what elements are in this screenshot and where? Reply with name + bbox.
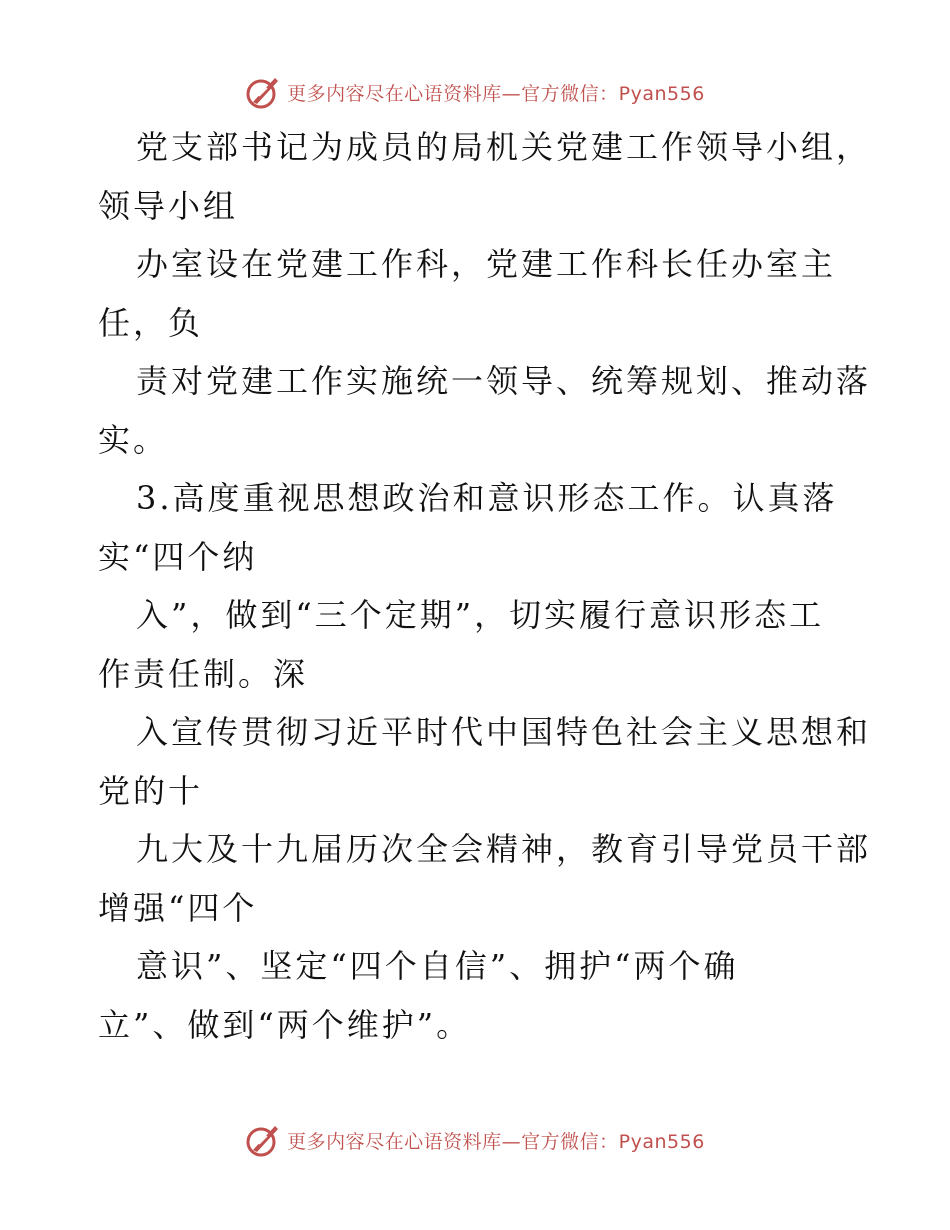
watermark-dash: — [501, 82, 522, 105]
watermark-wechat-text: 官方微信：Pyan556 [521, 1130, 705, 1153]
watermark-text [287, 1127, 705, 1154]
document-body [98, 118, 872, 1054]
header-watermark [0, 72, 950, 112]
body-line: 九大及十九届历次全会精神，教育引导党员干部 [136, 830, 872, 868]
body-line: 任，负 [98, 303, 204, 342]
body-line: 党的十 [98, 771, 204, 810]
watermark-text [287, 79, 705, 106]
body-line: 实。 [98, 420, 169, 459]
body-line: 入宣传贯彻习近平时代中国特色社会主义思想和 [136, 713, 872, 751]
watermark-main-text: 更多内容尽在心语资料库 [287, 1130, 502, 1153]
quill-pen-logo-icon [245, 74, 281, 110]
watermark-main-text: 更多内容尽在心语资料库 [287, 82, 502, 105]
body-line: 3.高度重视思想政治和意识形态工作。认真落 [136, 479, 838, 517]
watermark-dash: — [501, 1130, 522, 1153]
body-line: 入”，做到“三个定期”，切实履行意识形态工 [136, 596, 825, 634]
body-line: 立”、做到“两个维护”。 [98, 1005, 472, 1044]
body-line: 意识”、坚定“四个自信”、拥护“两个确 [136, 947, 739, 985]
quill-pen-logo-icon [245, 1122, 281, 1158]
body-line: 党支部书记为成员的局机关党建工作领导小组， [136, 128, 872, 166]
body-line: 实“四个纳 [98, 537, 258, 576]
body-line: 办室设在党建工作科，党建工作科长任办室主 [136, 245, 837, 283]
body-line: 责对党建工作实施统一领导、统筹规划、推动落 [136, 362, 872, 400]
footer-watermark [0, 1120, 950, 1160]
body-line: 增强“四个 [98, 888, 258, 927]
body-line: 作责任制。深 [98, 654, 309, 693]
body-line: 领导小组 [98, 186, 239, 225]
watermark-wechat-text: 官方微信：Pyan556 [521, 82, 705, 105]
